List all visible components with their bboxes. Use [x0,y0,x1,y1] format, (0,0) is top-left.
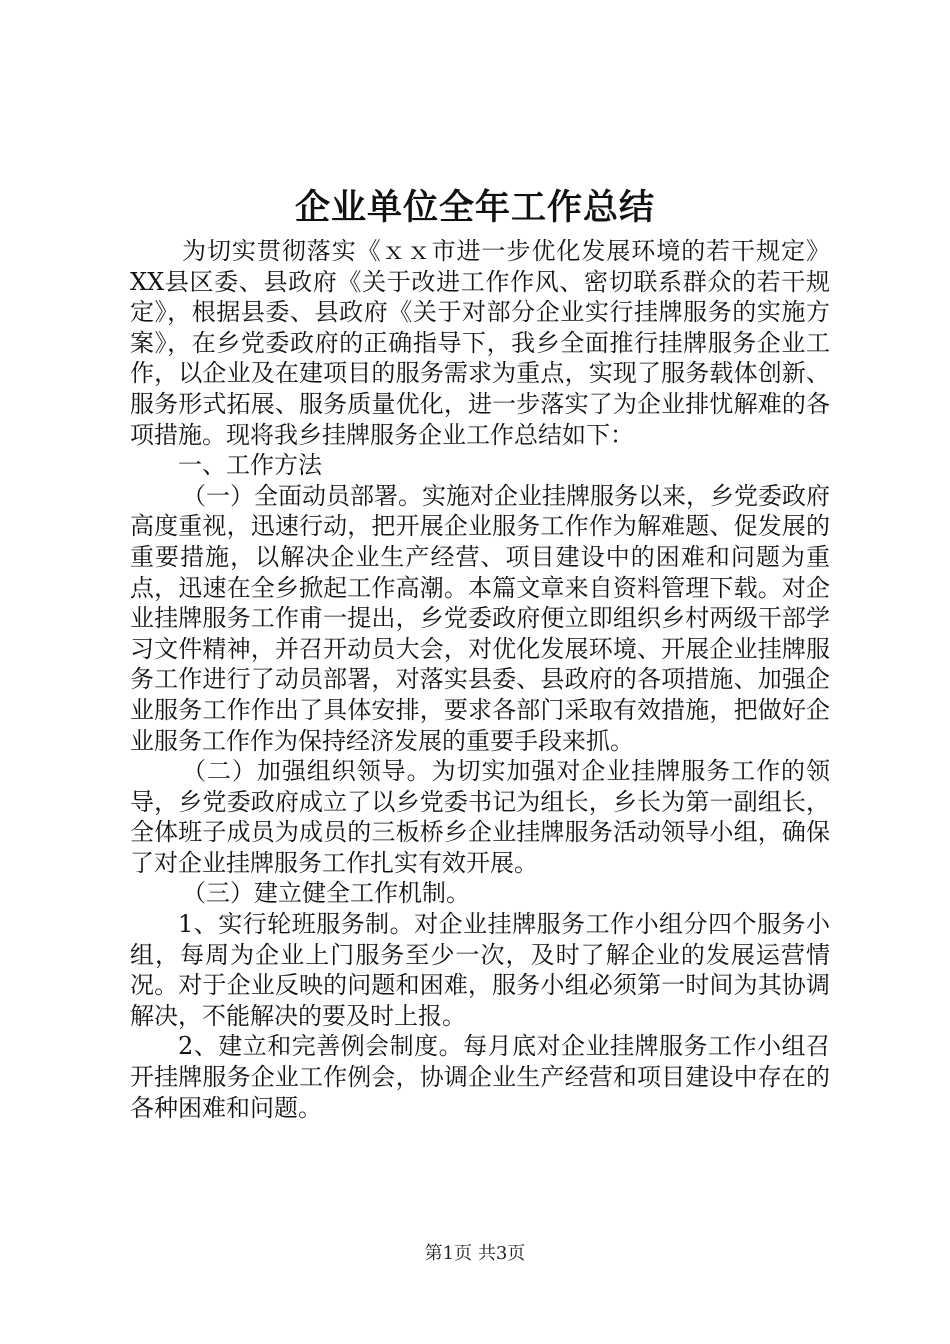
paragraph-intro: 为切实贯彻落实《ｘｘ市进一步优化发展环境的若干规定》XX县区委、县政府《关于改进工作作风、密切联系群众的若干规定》，根据县委、县政府《关于对部分企业实行挂牌服务的实施方案》，在乡党委政府的正确指导下，我乡全面推行挂牌服务企业工作，以企业及在建项目的服务需求为重点，实现了服务载体创新、服务形式拓展、服务质量优化，进一步落实了为企业排忧解难的各项措施。现将我乡挂牌服务企业工作总结如下： [130,237,830,449]
paragraph-item-2: （二）加强组织领导。为切实加强对企业挂牌服务工作的领导，乡党委政府成立了以乡党委书记为组长，乡长为第一副组长，全体班子成员为成员的三板桥乡企业挂牌服务活动领导小组，确保了对企业挂牌服务工作扎实有效开展。 [130,757,830,877]
paragraph-item-1: （一）全面动员部署。实施对企业挂牌服务以来，乡党委政府高度重视，迅速行动，把开展企业服务工作作为解难题、促发展的重要措施，以解决企业生产经营、项目建设中的困难和问题为重点，迅速在全乡掀起工作高潮。本篇文章来自资料管理下载。对企业挂牌服务工作甫一提出，乡党委政府便立即组织乡村两级干部学习文件精神，并召开动员大会，对优化发展环境、开展企业挂牌服务工作进行了动员部署，对落实县委、县政府的各项措施、加强企业服务工作作出了具体安排，要求各部门采取有效措施，把做好企业服务工作作为保持经济发展的重要手段来抓。 [130,481,830,755]
paragraph-sub-1: 1、实行轮班服务制。对企业挂牌服务工作小组分四个服务小组，每周为企业上门服务至少一次，及时了解企业的发展运营情况。对于企业反映的问题和困难，服务小组必须第一时间为其协调解决，不能解决的要及时上报。 [130,910,830,1030]
document-body [130,236,830,1123]
document-title: 企业单位全年工作总结 [294,187,655,228]
paragraph-item-3: （三）建立健全工作机制。 [182,879,470,908]
page-number-footer: 第1页 共3页 [424,1243,526,1264]
paragraph-sub-2: 2、建立和完善例会制度。每月底对企业挂牌服务工作小组召开挂牌服务企业工作例会，协调企业生产经营和项目建设中存在的各种困难和问题。 [130,1032,830,1122]
section-heading-work-methods: 一、工作方法 [178,451,322,480]
